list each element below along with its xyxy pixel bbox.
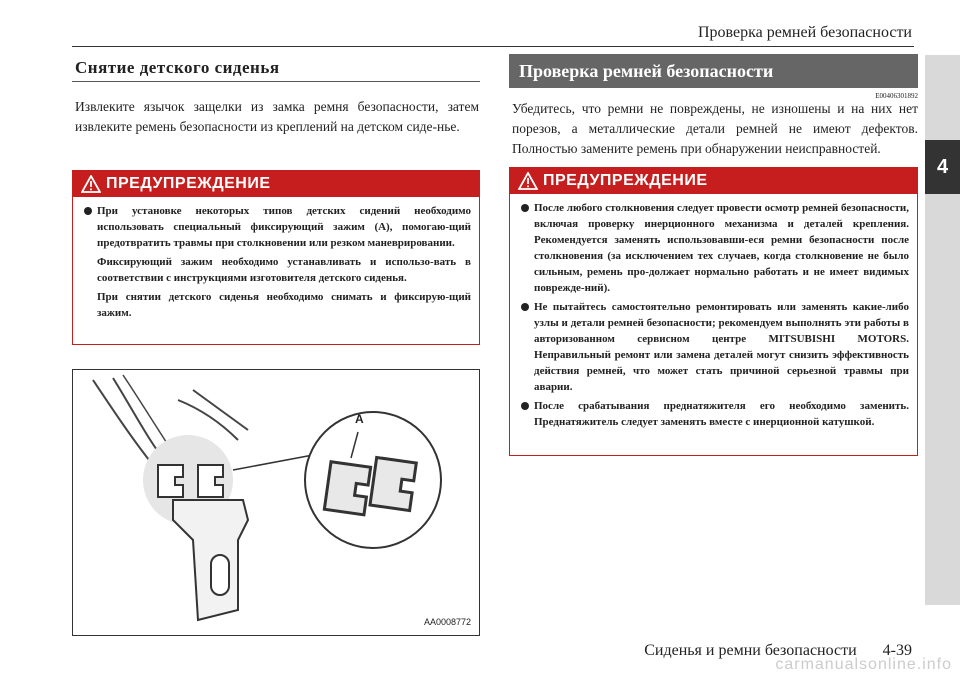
watermark: carmanualsonline.info [775, 656, 952, 673]
warning-item: При установке некоторых типов детских сидений необходимо использовать специальный фиксирующий зажим (A), помогаю-щий предотвратить травмы при столкновении или резком маневрировании. [83, 203, 471, 251]
warning-label: ПРЕДУПРЕЖДЕНИЕ [106, 175, 271, 192]
right-paragraph: Убедитесь, что ремни не повреждены, не изношены и на них нет порезов, а металлические детали ремней не имеют дефектов. Полностью замените ремень при обнаружении неисправностей. [512, 101, 918, 156]
section-title-right: Проверка ремней безопасности [509, 54, 918, 88]
page-header-title: Проверка ремней безопасности [697, 24, 912, 41]
warning-item: После срабатывания преднатяжителя его необходимо заменить. Преднатяжитель следует заменять вместе с инерционной катушкой. [520, 398, 909, 430]
left-paragraph: Извлеките язычок защелки из замка ремня безопасности, затем извлеките ремень безопасности из креплений на детском сиде-нье. [75, 99, 479, 134]
section-rule [72, 81, 480, 82]
section-code: E00406301892 [875, 92, 918, 100]
figure-code: AA0008772 [423, 617, 471, 627]
warning-header [510, 168, 917, 194]
warning-box-right [509, 167, 918, 456]
page-number: 4-39 [882, 642, 912, 659]
warning-triangle-icon [81, 175, 101, 193]
section-title-left: Снятие детского сиденья [75, 58, 280, 77]
warning-subtext: Фиксирующий зажим необходимо устанавливать и использо-вать в соответствии с инструкциями изготовителя детского сиденья. [97, 256, 471, 284]
locking-clip-figure [72, 369, 480, 636]
warning-triangle-icon [518, 172, 538, 190]
figure-callout-label: A [355, 412, 364, 426]
footer-chapter: Сиденья и ремни безопасности [644, 642, 857, 659]
chapter-tab: 4 [925, 140, 960, 194]
warning-item: После любого столкновения следует провести осмотр ремней безопасности, включая проверку инерционного механизма и деталей крепления. Рекомендуется заменять использовавши-еся ремни безопасности после столкновения (за исключением тех случаев, когда столкновение не было сильным, ремень про-должает нормально работать и не имеет видимых поврежде-ний). [520, 200, 909, 296]
warning-header [73, 171, 479, 197]
header-rule [72, 46, 914, 47]
warning-subtext: При снятии детского сиденья необходимо снимать и фиксирую-щий зажим. [97, 291, 471, 319]
warning-box-left [72, 170, 480, 345]
warning-label: ПРЕДУПРЕЖДЕНИЕ [543, 172, 708, 189]
warning-item: Не пытайтесь самостоятельно ремонтировать или заменять какие-либо узлы и детали ремней безопасности; рекомендуем выполнять эти работы в авторизованном сервисном центре MITSUBISHI MOTORS. Неправильный ремонт или замена деталей могут снизить эффективность действия ремней, что может стать причиной серьезной травмы при аварии. [520, 299, 909, 395]
chapter-sidebar [925, 55, 960, 605]
seatbelt-clip-illustration [73, 370, 478, 634]
